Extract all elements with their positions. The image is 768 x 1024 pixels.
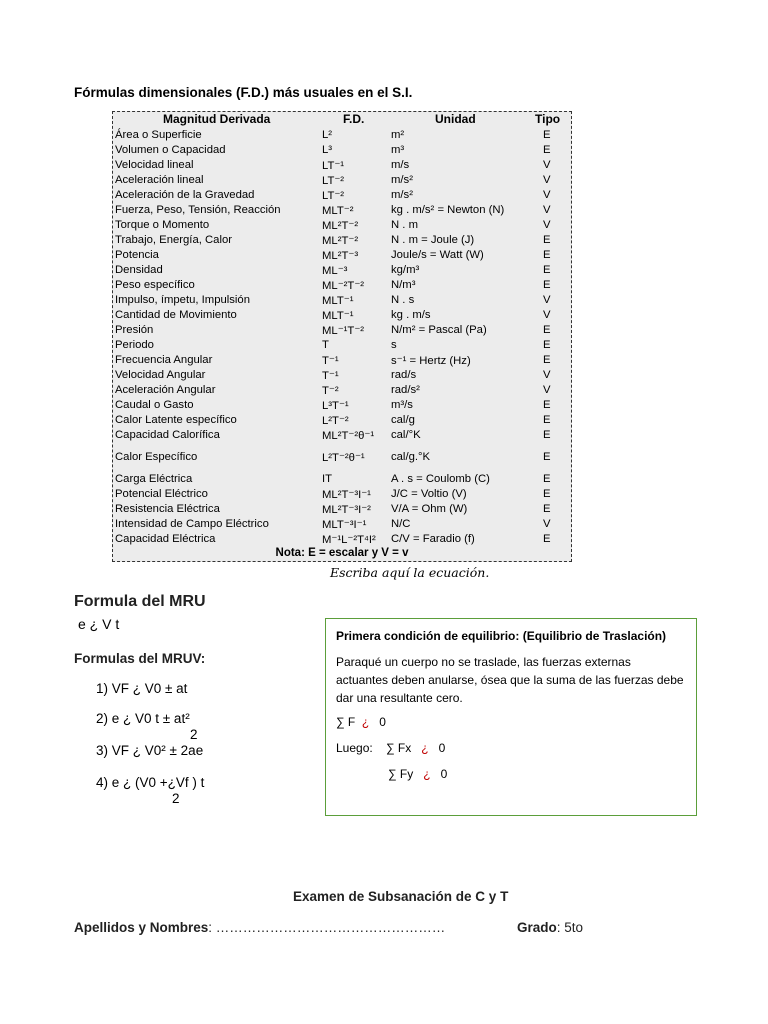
eq2-sym: ¿ [421,741,429,755]
cell-magnitud: Velocidad lineal [115,159,194,171]
mruv-formula-4-denominator: 2 [172,791,180,806]
cell-tipo: V [543,159,551,171]
cell-fd: IT [322,473,333,485]
cell-unidad: A . s = Coulomb (C) [391,473,490,485]
cell-magnitud: Calor Específico [115,451,198,463]
header-fd: F.D. [343,112,365,126]
equilibrium-box [325,618,697,816]
cell-fd: L²T⁻² [322,415,349,427]
table-row [113,144,571,159]
mru-formula: e ¿ V t [78,616,120,632]
eq1-right: 0 [379,715,386,729]
cell-unidad: N/m³ [391,279,416,291]
header-unidad: Unidad [435,112,476,126]
names-label: Apellidos y Nombres [74,920,209,935]
cell-fd: L³ [322,144,333,156]
cell-fd: ML²T⁻³I⁻¹ [322,489,371,501]
cell-tipo: V [543,219,551,231]
eq1-left: ∑ F [336,715,356,729]
table-row [113,339,571,354]
table-row [113,473,571,488]
cell-tipo: E [543,339,551,351]
cell-magnitud: Potencial Eléctrico [115,488,208,500]
cell-tipo: V [543,204,551,216]
mru-title: Formula del MRU [74,593,206,610]
cell-fd: ML²T⁻² [322,235,359,247]
eq2-right: 0 [438,741,446,755]
cell-unidad: N . m = Joule (J) [391,234,475,246]
luego-label: Luego: [336,741,373,755]
table-header [113,112,571,128]
cell-fd: L²T⁻²θ⁻¹ [322,452,365,464]
cell-tipo: E [543,488,551,500]
table-row [113,234,571,249]
cell-tipo: E [543,234,551,246]
cell-magnitud: Trabajo, Energía, Calor [115,234,233,246]
table-row [113,174,571,189]
equilibrium-title: Primera condición de equilibrio: (Equilibrio de Traslación) [336,629,667,643]
table-row [113,518,571,533]
cell-unidad: N/m² = Pascal (Pa) [391,324,487,336]
eq3-right: 0 [440,767,448,781]
cell-fd: M⁻¹L⁻²T⁴I² [322,534,376,546]
cell-fd: MLT⁻² [322,205,354,217]
eq2-left: ∑ Fx [386,741,412,755]
cell-magnitud: Frecuencia Angular [115,354,213,366]
cell-fd: ML²T⁻³I⁻² [322,504,371,516]
cell-fd: MLT⁻¹ [322,295,354,307]
cell-magnitud: Caudal o Gasto [115,399,194,411]
cell-magnitud: Presión [115,324,154,336]
table-row [113,129,571,144]
cell-fd: T⁻² [322,385,339,397]
table-row [113,488,571,503]
cell-unidad: cal/g.°K [391,451,431,463]
table-row [113,159,571,174]
cell-fd: ML⁻¹T⁻² [322,325,365,337]
equilibrium-eq2 [336,741,686,755]
cell-fd: ML²T⁻²θ⁻¹ [322,430,375,442]
table-row [113,414,571,429]
cell-tipo: E [543,503,551,515]
mruv-formula-1: 1) VF ¿ V0 ± at [96,681,188,696]
exam-title: Examen de Subsanación de C y T [293,889,509,904]
cell-tipo: V [543,369,551,381]
names-dots: : …………………………………………… [208,920,446,935]
cell-fd: T [322,339,329,351]
cell-fd: ML²T⁻³ [322,250,359,262]
cell-unidad: m³/s [391,399,413,411]
cell-fd: ML⁻³ [322,265,348,277]
cell-magnitud: Calor Latente específico [115,414,237,426]
table-row [113,451,571,473]
table-row [113,204,571,219]
cell-tipo: E [543,144,551,156]
cell-tipo: E [543,451,551,463]
cell-tipo: V [543,174,551,186]
table-row [113,294,571,309]
names-line[interactable] [74,920,445,935]
cell-tipo: E [543,279,551,291]
cell-tipo: V [543,309,551,321]
cell-tipo: E [543,354,551,366]
cell-fd: LT⁻¹ [322,160,345,172]
table-row [113,324,571,339]
cell-tipo: E [543,533,551,545]
cell-magnitud: Aceleración Angular [115,384,216,396]
cell-unidad: m/s² [391,174,413,186]
cell-magnitud: Velocidad Angular [115,369,206,381]
cell-fd: L³T⁻¹ [322,400,349,412]
grade-line [517,920,583,935]
cell-tipo: V [543,294,551,306]
mruv-formula-2: 2) e ¿ V0 t ± at² [96,711,190,726]
cell-magnitud: Torque o Momento [115,219,210,231]
cell-unidad: m² [391,129,405,141]
header-tipo: Tipo [535,112,561,126]
cell-magnitud: Periodo [115,339,154,351]
table-row [113,369,571,384]
cell-fd: L² [322,129,333,141]
cell-magnitud: Cantidad de Movimiento [115,309,237,321]
equation-placeholder[interactable]: Escriba aquí la ecuación. [330,565,490,580]
cell-unidad: N/C [391,518,411,530]
cell-tipo: E [543,324,551,336]
cell-tipo: E [543,414,551,426]
cell-magnitud: Intensidad de Campo Eléctrico [115,518,269,530]
cell-unidad: kg . m/s² = Newton (N) [391,204,505,216]
cell-fd: LT⁻² [322,190,345,202]
cell-fd: ML²T⁻² [322,220,359,232]
table-row [113,309,571,324]
grade-value: : 5to [556,920,584,935]
mruv-formula-4: 4) e ¿ (V0 +¿Vf ) t [96,775,205,790]
table-row [113,503,571,518]
cell-fd: T⁻¹ [322,370,339,382]
cell-magnitud: Aceleración de la Gravedad [115,189,255,201]
cell-unidad: rad/s² [391,384,420,396]
cell-unidad: C/V = Faradio (f) [391,533,475,545]
cell-magnitud: Carga Eléctrica [115,473,193,485]
cell-unidad: cal/g [391,414,415,426]
eq3-left: ∑ Fy [388,767,414,781]
cell-tipo: E [543,249,551,261]
cell-magnitud: Capacidad Calorífica [115,429,220,441]
equilibrium-eq1 [336,715,686,729]
cell-tipo: E [543,399,551,411]
cell-magnitud: Área o Superficie [115,129,202,141]
cell-unidad: cal/°K [391,429,421,441]
cell-unidad: Joule/s = Watt (W) [391,249,484,261]
cell-unidad: V/A = Ohm (W) [391,503,468,515]
cell-unidad: s⁻¹ = Hertz (Hz) [391,355,471,367]
cell-tipo: E [543,264,551,276]
header-magnitud: Magnitud Derivada [163,112,271,126]
table-row [113,533,571,548]
cell-magnitud: Densidad [115,264,163,276]
table-row [113,429,571,451]
table-row [113,384,571,399]
dimensional-formulas-table [112,111,572,562]
cell-unidad: rad/s [391,369,417,381]
cell-unidad: N . m [391,219,418,231]
mruv-title: Formulas del MRUV: [74,651,206,666]
table-row [113,264,571,279]
document-title: Fórmulas dimensionales (F.D.) más usuales en el S.I. [74,85,413,100]
table-row [113,249,571,264]
cell-tipo: E [543,429,551,441]
cell-unidad: J/C = Voltio (V) [391,488,467,500]
cell-fd: T⁻¹ [322,355,339,367]
eq1-sym: ¿ [361,715,370,729]
cell-magnitud: Aceleración lineal [115,174,204,186]
cell-unidad: kg . m/s [391,309,431,321]
cell-magnitud: Potencia [115,249,159,261]
cell-tipo: E [543,473,551,485]
cell-fd: MLT⁻¹ [322,310,354,322]
table-row [113,279,571,294]
cell-tipo: V [543,518,551,530]
cell-unidad: m³ [391,144,405,156]
cell-unidad: s [391,339,397,351]
equilibrium-text: Paraqué un cuerpo no se traslade, las fuerzas externas actuantes deben anularse, ósea que la suma de las fuerzas debe dar una resultante cero. [336,655,684,705]
table-row [113,399,571,414]
cell-fd: ML⁻²T⁻² [322,280,365,292]
cell-magnitud: Fuerza, Peso, Tensión, Reacción [115,204,281,216]
cell-unidad: N . s [391,294,415,306]
cell-magnitud: Capacidad Eléctrica [115,533,216,545]
cell-magnitud: Peso específico [115,279,195,291]
cell-magnitud: Resistencia Eléctrica [115,503,220,515]
cell-unidad: m/s [391,159,410,171]
table-row [113,189,571,204]
cell-magnitud: Impulso, ímpetu, Impulsión [115,294,250,306]
cell-tipo: E [543,129,551,141]
cell-magnitud: Volumen o Capacidad [115,144,226,156]
cell-tipo: V [543,189,551,201]
cell-unidad: m/s² [391,189,413,201]
mruv-formula-2-denominator: 2 [190,727,198,742]
eq3-sym: ¿ [423,767,431,781]
cell-unidad: kg/m³ [391,264,420,276]
cell-tipo: V [543,384,551,396]
cell-fd: LT⁻² [322,175,345,187]
table-note: Nota: E = escalar y V = v [275,547,409,559]
equilibrium-eq3 [336,767,686,781]
table-row [113,219,571,234]
grade-label: Grado [517,920,557,935]
mruv-formula-3: 3) VF ¿ V0² ± 2ae [96,743,204,758]
cell-fd: MLT⁻³I⁻¹ [322,519,367,531]
table-row [113,354,571,369]
